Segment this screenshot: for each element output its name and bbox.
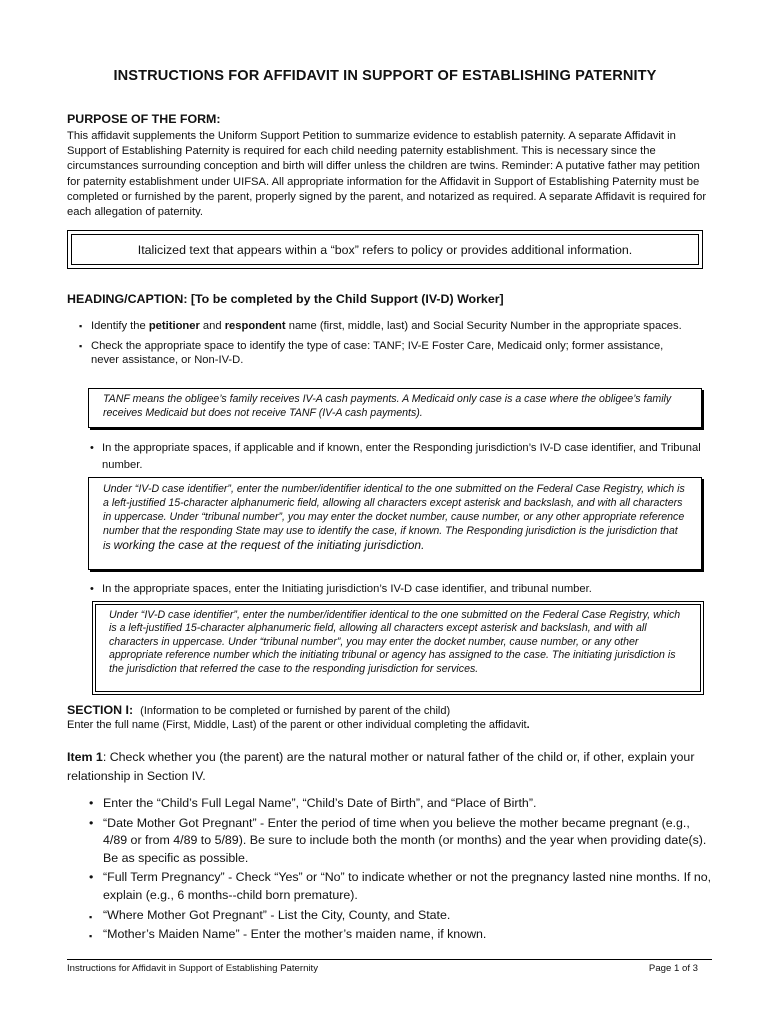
list-item: [67, 926, 717, 944]
list-item: [67, 815, 717, 868]
info-box-text: Italicized text that appears within a “box” refers to policy or provides additional information.: [137, 243, 633, 257]
bullet-icon: •: [90, 442, 94, 454]
bullet-text: Identify the: [91, 320, 149, 332]
item1-label: Item 1: [67, 750, 103, 764]
note-text: Under “IV-D case identifier”, enter the number/identifier identical to the one submitted on the Federal Case Registry, which is a left-justified 15-character alphanumeric field, allowing all characters except asterisk and backslash, and with all characters in uppercase. Under “tribunal number”, you may enter the docket number, cause number, or any other appropriate reference number that the responding State may use to identify the case, if known. The Responding jurisdiction is the jurisdiction that is: [103, 483, 685, 552]
bullet-text: Enter the “Child’s Full Legal Name”, “Child’s Date of Birth”, and “Place of Birth”.: [103, 796, 537, 810]
bullet-text: and: [199, 320, 225, 332]
item1-text: : Check whether you (the parent) are the natural mother or natural father of the child or, if other, explain your relationship in Section IV.: [67, 750, 695, 783]
bullet-icon: •: [89, 870, 94, 885]
list-item: [67, 319, 692, 334]
purpose-paragraph: This affidavit supplements the Uniform Support Petition to summarize evidence to establish paternity. A separate Affidavit in Support of Establishing Paternity is required for each child needing paternity establishment. This is necessary since the circumstances surrounding conception and birth will differ unless the children are twins. Reminder: A putative father may petition for paternity establishment under UIFSA. All appropriate information for the Affidavit in Support of Establishing Paternity must be completed or furnished by the parent, properly signed by the parent, and notarized as required. A separate Affidavit is required for each allegation of paternity.: [67, 130, 707, 219]
section1-instruction: [67, 719, 530, 731]
note-text-tail: working the case at the request of the initiating jurisdiction.: [113, 538, 425, 552]
list-item: [67, 869, 717, 904]
section1-label-note: (Information to be completed or furnished by parent of the child): [140, 705, 451, 717]
respondent-term: respondent: [224, 320, 286, 332]
bullet-icon: ▪: [89, 931, 93, 942]
list-item: [67, 795, 717, 813]
petitioner-term: petitioner: [148, 320, 200, 332]
bullet-icon: ▪: [79, 340, 83, 351]
bullet-text: “Mother’s Maiden Name” - Enter the mother’s maiden name, if known.: [103, 927, 487, 942]
caption-bullet-list: [67, 319, 692, 373]
bullet-text: Check the appropriate space to identify the type of case: TANF; IV-E Foster Care, Medicaid only; former assistance, never assistance, or Non-IV-D.: [91, 339, 664, 367]
initiating-note-box: [92, 601, 704, 695]
responding-bullet-list: [78, 440, 718, 479]
section1-header: [67, 703, 450, 717]
bullet-text: In the appropriate spaces, enter the Initiating jurisdiction’s IV-D case identifier, and tribunal number.: [102, 583, 592, 595]
responding-note-box: [88, 477, 702, 570]
list-item: [67, 339, 692, 368]
tanf-note-box: [88, 388, 702, 428]
tanf-note-text: TANF means the obligee’s family receives IV-A cash payments. A Medicaid only case is a case where the obligee’s family receives Medicaid but does not receive TANF (IV-A cash payments).: [103, 393, 672, 420]
item1-paragraph: [67, 748, 717, 785]
bullet-text: “Date Mother Got Pregnant” - Enter the period of time when you believe the mother became pregnant (e.g., 4/89 or from 4/89 to 5/89). Be sure to include both the month (or months) and the year when providing date(s). Be as specific as possible.: [103, 815, 707, 865]
section1-label: SECTION I:: [67, 703, 134, 717]
footer-divider: [67, 959, 712, 960]
bullet-text: name (first, middle, last) and Social Security Number in the appropriate spaces.: [285, 320, 682, 332]
purpose-heading: PURPOSE OF THE FORM:: [67, 112, 221, 126]
item1-bullet-list: [67, 795, 717, 946]
bullet-icon: •: [90, 583, 94, 595]
section1-text-end: .: [526, 719, 530, 731]
bullet-icon: ▪: [79, 321, 83, 331]
bullet-icon: •: [89, 796, 94, 810]
initiating-note-text: Under “IV-D case identifier”, enter the number/identifier identical to the one submitted on the Federal Case Registry, which is a left-justified 15-character alphanumeric field, allowing all characters except asterisk and backslash, and with all characters in uppercase. Under “tribunal number”, you may enter the docket number, cause number, or any other appropriate reference number which the initiating tribunal or agency has assigned to the case. The initiating jurisdiction is the jurisdiction that referred the case to the responding jurisdiction for services.: [109, 609, 681, 675]
bullet-text: In the appropriate spaces, if applicable and if known, enter the Responding jurisdiction’s IV-D case identifier, and Tribunal number.: [102, 442, 701, 471]
list-item: [78, 582, 718, 597]
initiating-bullet-list: [78, 582, 718, 602]
footer-title: Instructions for Affidavit in Support of Establishing Paternity: [67, 963, 318, 974]
section1-text: Enter the full name (First, Middle, Last) of the parent or other individual completing the affidavit: [67, 719, 527, 731]
page-number: Page 1 of 3: [648, 963, 698, 974]
page-title: INSTRUCTIONS FOR AFFIDAVIT IN SUPPORT OF ESTABLISHING PATERNITY: [113, 68, 657, 84]
bullet-text: “Where Mother Got Pregnant” - List the City, County, and State.: [103, 907, 451, 922]
bullet-icon: ▪: [89, 911, 93, 922]
list-item: [78, 440, 718, 474]
info-box: [67, 230, 703, 269]
bullet-text: “Full Term Pregnancy” - Check “Yes” or “No” to indicate whether or not the pregnancy lasted nine months. If no, explain (e.g., 6 months--child born premature).: [103, 870, 712, 902]
responding-note-text: [103, 482, 687, 553]
list-item: [67, 907, 717, 925]
bullet-icon: •: [89, 815, 94, 830]
heading-caption-heading: HEADING/CAPTION: [To be completed by the Child Support (IV-D) Worker]: [67, 292, 504, 306]
